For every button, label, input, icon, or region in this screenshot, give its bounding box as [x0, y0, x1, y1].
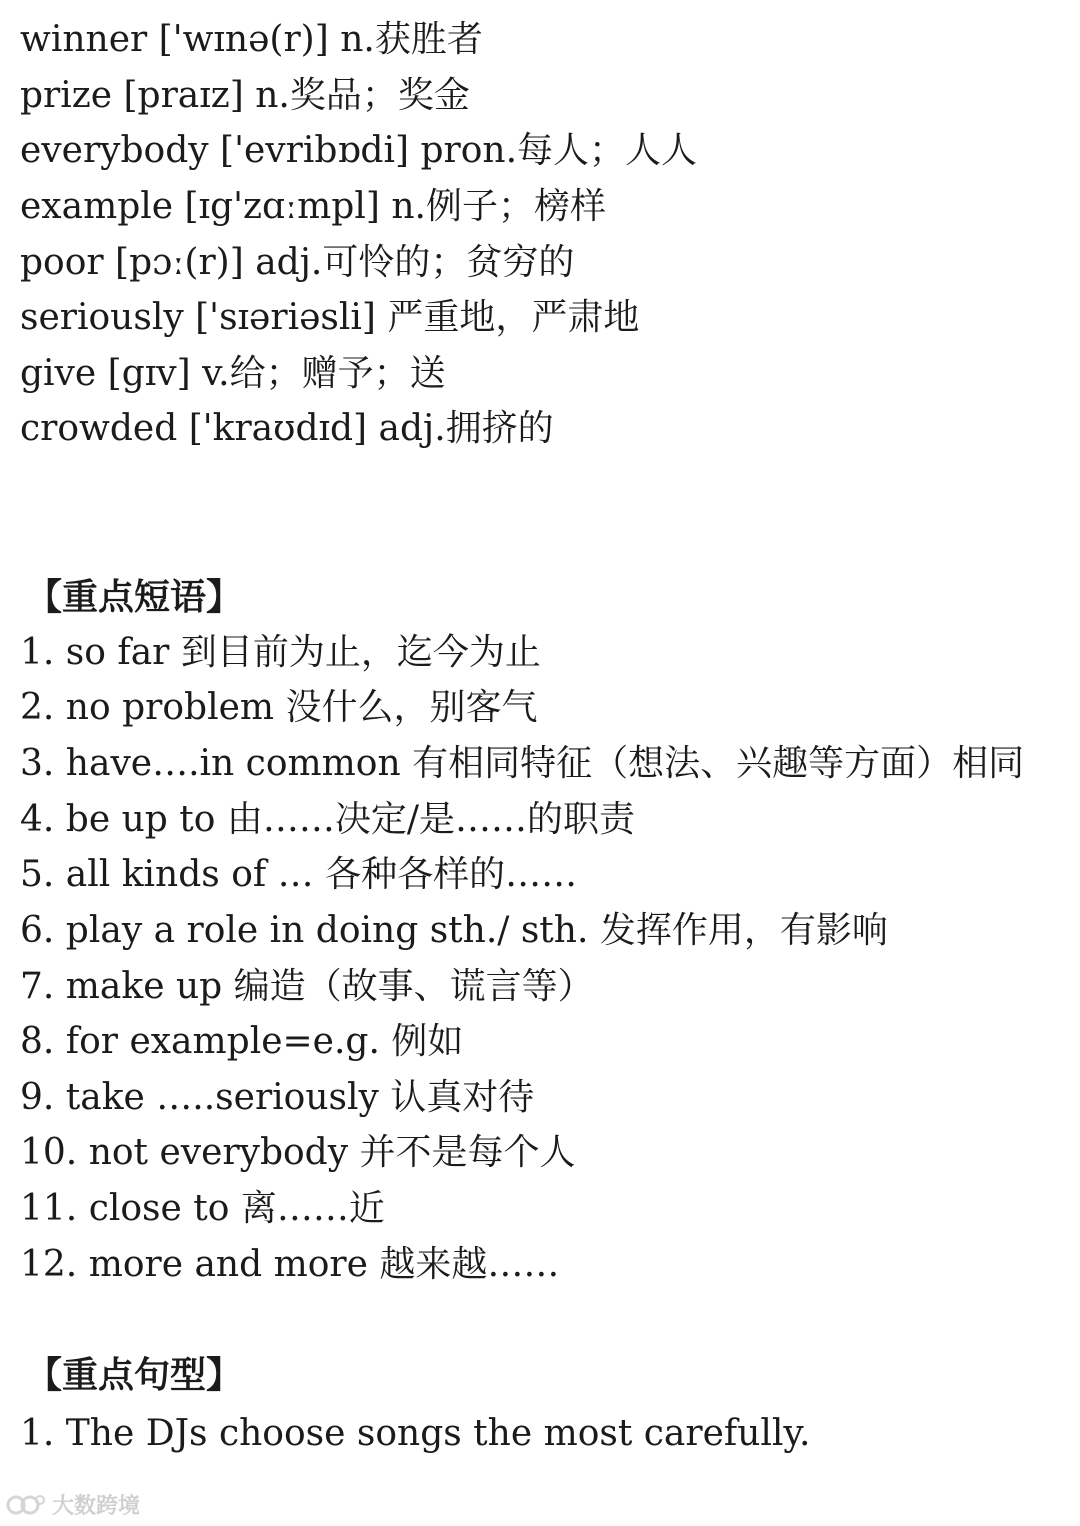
phrase-item: 10. not everybody 并不是每个人: [20, 1132, 576, 1173]
phrase-item: 8. for example=e.g. 例如: [20, 1021, 464, 1062]
sentences-heading: 【重点句型】: [26, 1355, 243, 1396]
phrases-heading: 【重点短语】: [26, 577, 243, 618]
vocab-item: everybody ['evribɒdi] pron.每人；人人: [20, 130, 698, 171]
logo-icon: [6, 1492, 46, 1518]
watermark: [6, 1489, 140, 1520]
phrase-item: 5. all kinds of … 各种各样的……: [20, 854, 578, 895]
phrase-item: 9. take …..seriously 认真对待: [20, 1077, 535, 1118]
vocab-item: winner ['wɪnə(r)] n.获胜者: [20, 19, 483, 60]
vocab-item: give [gɪv] v.给；赠予；送: [20, 353, 446, 394]
phrase-item: 3. have….in common 有相同特征（想法、兴趣等方面）相同: [20, 743, 1025, 784]
sentence-item: 1. The DJs choose songs the most carefully.: [20, 1413, 811, 1454]
phrase-item: 2. no problem 没什么，别客气: [20, 687, 538, 728]
phrase-item: 4. be up to 由……决定/是……的职责: [20, 799, 635, 840]
phrase-item: 1. so far 到目前为止，迄今为止: [20, 632, 541, 673]
vocab-item: crowded ['kraʊdɪd] adj.拥挤的: [20, 408, 554, 449]
vocab-item: prize [praɪz] n.奖品；奖金: [20, 75, 470, 116]
phrase-item: 12. more and more 越来越……: [20, 1244, 560, 1285]
vocab-item: poor [pɔː(r)] adj.可怜的；贫穷的: [20, 242, 575, 283]
vocab-item: example [ɪg'zɑːmpl] n.例子；榜样: [20, 186, 606, 227]
phrase-item: 6. play a role in doing sth./ sth. 发挥作用，有影响: [20, 910, 888, 951]
watermark-text: 大数跨境: [52, 1494, 141, 1519]
phrase-item: 11. close to 离……近: [20, 1188, 385, 1229]
phrase-item: 7. make up 编造（故事、谎言等）: [20, 966, 594, 1007]
vocab-item: seriously ['sɪəriəsli] 严重地，严肃地: [20, 297, 640, 338]
